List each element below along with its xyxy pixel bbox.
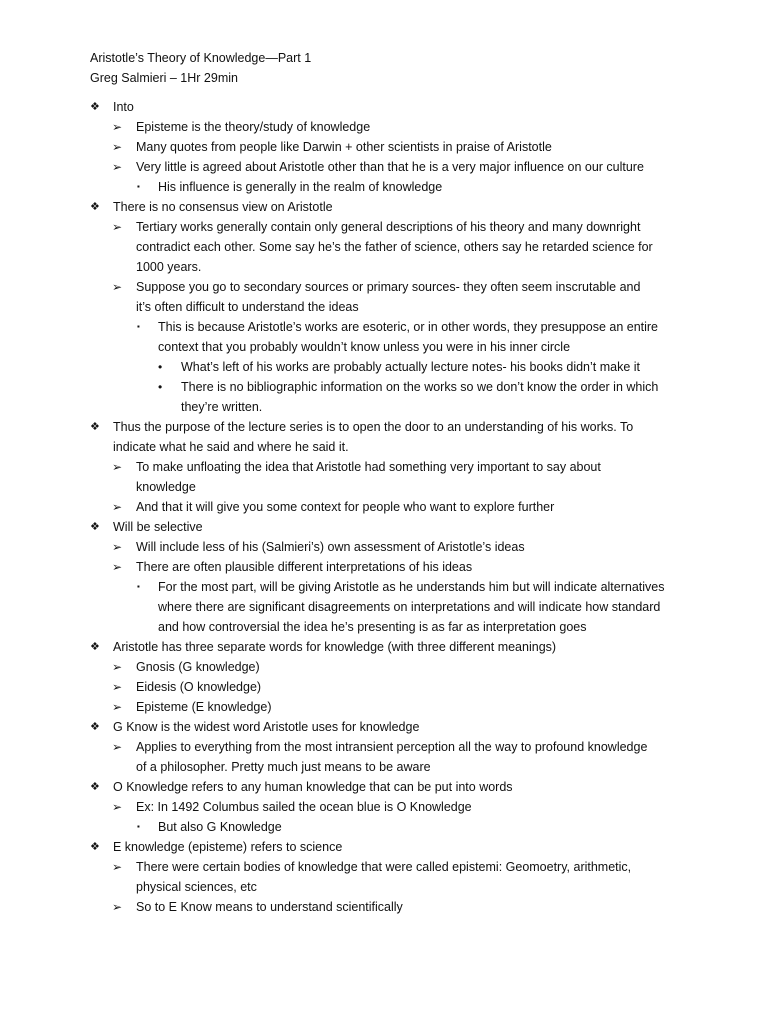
arrow-bullet-icon: ➢ xyxy=(112,860,123,874)
outline-item-level-2 xyxy=(0,137,768,157)
outline-item-level-2 xyxy=(0,897,768,917)
outline-item-level-2 xyxy=(0,537,768,557)
outline-item-text: G Know is the widest word Aristotle uses for knowledge xyxy=(113,720,420,734)
arrow-bullet-icon: ➢ xyxy=(112,500,123,514)
outline-item-level-2 xyxy=(0,797,768,817)
outline-item-level-2 xyxy=(0,697,768,717)
outline-item-text: This is because Aristotle’s works are esoteric, or in other words, they presuppose an entire context that you probably wouldn’t know unless you were in his inner circle xyxy=(158,320,659,354)
outline-item-level-1 xyxy=(0,517,768,537)
diamond-bullet-icon: ❖ xyxy=(90,521,100,533)
dot-bullet-icon: • xyxy=(158,380,163,394)
outline-item-level-2 xyxy=(0,117,768,137)
square-bullet-icon: ▪ xyxy=(137,182,140,191)
document-header xyxy=(90,48,311,88)
outline-item-level-1 xyxy=(0,637,768,657)
arrow-bullet-icon: ➢ xyxy=(112,220,123,234)
square-bullet-icon: ▪ xyxy=(137,582,140,591)
outline-item-text: For the most part, will be giving Aristotle as he understands him but will indicate alternatives where there are significant disagreements on interpretations and will indicate how standard and how controversial the idea he’s presenting is as far as interpretation goes xyxy=(158,580,665,634)
outline-item-level-2 xyxy=(0,677,768,697)
arrow-bullet-icon: ➢ xyxy=(112,280,123,294)
arrow-bullet-icon: ➢ xyxy=(112,680,123,694)
outline-item-level-1 xyxy=(0,97,768,117)
outline-item-text: What’s left of his works are probably actually lecture notes- his books didn’t make it xyxy=(181,360,641,374)
outline-item-level-1 xyxy=(0,717,768,737)
outline-item-text: Very little is agreed about Aristotle other than that he is a very major influence on our culture xyxy=(136,160,644,174)
outline-item-level-3 xyxy=(0,177,768,197)
diamond-bullet-icon: ❖ xyxy=(90,101,100,113)
outline-item-text: Ex: In 1492 Columbus sailed the ocean blue is O Knowledge xyxy=(136,800,472,814)
arrow-bullet-icon: ➢ xyxy=(112,660,123,674)
arrow-bullet-icon: ➢ xyxy=(112,140,123,154)
arrow-bullet-icon: ➢ xyxy=(112,700,123,714)
outline-item-text: Gnosis (G knowledge) xyxy=(136,660,260,674)
outline-item-level-4 xyxy=(0,377,768,417)
outline-item-level-2 xyxy=(0,457,768,497)
outline-item-level-1 xyxy=(0,837,768,857)
notes-outline xyxy=(0,97,768,917)
outline-item-level-1 xyxy=(0,777,768,797)
outline-item-level-2 xyxy=(0,557,768,577)
outline-item-level-2 xyxy=(0,857,768,897)
diamond-bullet-icon: ❖ xyxy=(90,421,100,433)
outline-item-level-2 xyxy=(0,157,768,177)
outline-item-level-2 xyxy=(0,217,768,277)
outline-item-level-2 xyxy=(0,497,768,517)
outline-item-text: Thus the purpose of the lecture series is to open the door to an understanding of his works. To indicate what he said and where he said it. xyxy=(113,420,634,454)
outline-item-level-1 xyxy=(0,417,768,457)
outline-item-text: And that it will give you some context for people who want to explore further xyxy=(136,500,555,514)
outline-item-text: Applies to everything from the most intransient perception all the way to profound knowledge of a philosopher. Pretty much just means to be aware xyxy=(136,740,648,774)
outline-item-level-1 xyxy=(0,197,768,217)
square-bullet-icon: ▪ xyxy=(137,822,140,831)
outline-item-text: There is no bibliographic information on the works so we don’t know the order in which they’re written. xyxy=(181,380,659,414)
outline-item-text: Tertiary works generally contain only general descriptions of his theory and many downright contradict each other. Some say he’s the father of science, others say he retarded science for 1000 years. xyxy=(136,220,653,274)
outline-item-text: Many quotes from people like Darwin + other scientists in praise of Aristotle xyxy=(136,140,552,154)
arrow-bullet-icon: ➢ xyxy=(112,160,123,174)
diamond-bullet-icon: ❖ xyxy=(90,721,100,733)
arrow-bullet-icon: ➢ xyxy=(112,900,123,914)
outline-item-text: Aristotle has three separate words for knowledge (with three different meanings) xyxy=(113,640,557,654)
outline-item-text: His influence is generally in the realm of knowledge xyxy=(158,180,443,194)
outline-item-level-2 xyxy=(0,277,768,317)
arrow-bullet-icon: ➢ xyxy=(112,460,123,474)
outline-item-text: Episteme is the theory/study of knowledge xyxy=(136,120,371,134)
arrow-bullet-icon: ➢ xyxy=(112,740,123,754)
outline-item-level-2 xyxy=(0,737,768,777)
outline-item-text: To make unfloating the idea that Aristotle had something very important to say about knowledge xyxy=(136,460,601,494)
outline-item-text: So to E Know means to understand scientifically xyxy=(136,900,403,914)
dot-bullet-icon: • xyxy=(158,360,163,374)
arrow-bullet-icon: ➢ xyxy=(112,120,123,134)
outline-item-text: Will include less of his (Salmieri’s) own assessment of Aristotle’s ideas xyxy=(136,540,525,554)
outline-item-level-2 xyxy=(0,657,768,677)
outline-item-text: But also G Knowledge xyxy=(158,820,282,834)
arrow-bullet-icon: ➢ xyxy=(112,560,123,574)
outline-item-text: There were certain bodies of knowledge that were called epistemi: Geomoetry, arithmetic, physical sciences, etc xyxy=(136,860,632,894)
outline-item-level-3 xyxy=(0,817,768,837)
outline-item-text: Episteme (E knowledge) xyxy=(136,700,272,714)
outline-item-text: There are often plausible different interpretations of his ideas xyxy=(136,560,473,574)
square-bullet-icon: ▪ xyxy=(137,322,140,331)
diamond-bullet-icon: ❖ xyxy=(90,641,100,653)
outline-item-level-3 xyxy=(0,317,768,357)
outline-item-text: Suppose you go to secondary sources or primary sources- they often seem inscrutable and it’s often difficult to understand the ideas xyxy=(136,280,641,314)
diamond-bullet-icon: ❖ xyxy=(90,781,100,793)
arrow-bullet-icon: ➢ xyxy=(112,540,123,554)
outline-item-text: There is no consensus view on Aristotle xyxy=(113,200,333,214)
outline-item-text: E knowledge (episteme) refers to science xyxy=(113,840,343,854)
diamond-bullet-icon: ❖ xyxy=(90,841,100,853)
document-title: Aristotle’s Theory of Knowledge—Part 1 xyxy=(90,51,312,65)
document-subtitle: Greg Salmieri – 1Hr 29min xyxy=(90,71,238,85)
outline-item-level-4 xyxy=(0,357,768,377)
arrow-bullet-icon: ➢ xyxy=(112,800,123,814)
outline-item-text: O Knowledge refers to any human knowledge that can be put into words xyxy=(113,780,513,794)
diamond-bullet-icon: ❖ xyxy=(90,201,100,213)
outline-item-text: Eidesis (O knowledge) xyxy=(136,680,262,694)
outline-item-text: Will be selective xyxy=(113,520,203,534)
outline-item-text: Into xyxy=(113,100,134,114)
outline-item-level-3 xyxy=(0,577,768,637)
